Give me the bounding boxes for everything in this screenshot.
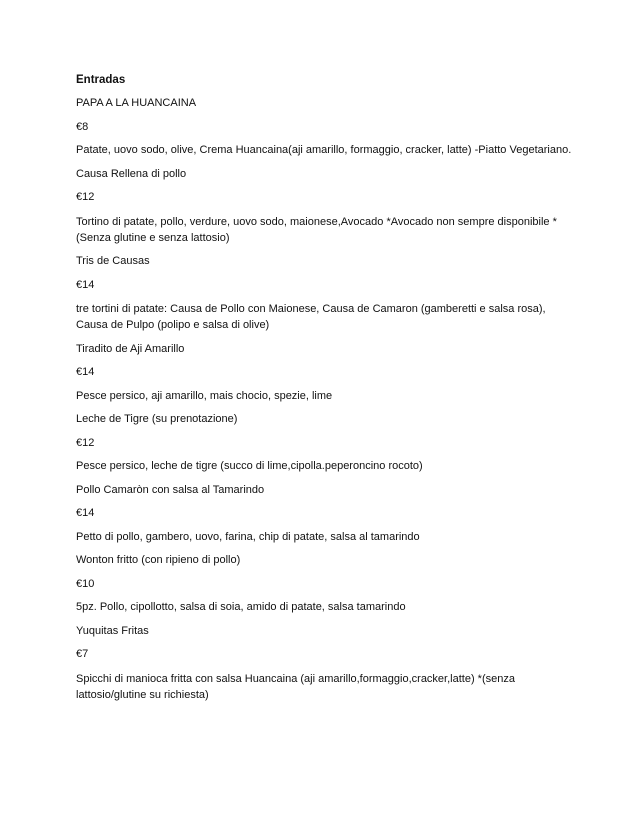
item-name: PAPA A LA HUANCAINA <box>76 97 197 109</box>
item-price: €14 <box>76 278 95 291</box>
menu-item-tiradito <box>76 342 576 404</box>
menu-item-pollo-camaron <box>76 483 576 545</box>
item-price: €7 <box>76 648 89 660</box>
section-title: Entradas <box>76 74 126 86</box>
item-price: €10 <box>76 577 95 590</box>
item-name: Tiradito de Aji Amarillo <box>76 342 185 355</box>
item-description: 5pz. Pollo, cipollotto, salsa di soia, amido di patate, salsa tamarindo <box>76 601 406 613</box>
menu-page <box>76 73 576 711</box>
item-name: Pollo Camaròn con salsa al Tamarindo <box>76 483 265 496</box>
item-name: Leche de Tigre (su prenotazione) <box>76 413 238 425</box>
item-name: Causa Rellena di pollo <box>76 167 187 180</box>
menu-item-wonton-fritto <box>76 553 576 615</box>
item-description: Patate, uovo sodo, olive, Crema Huancaina(aji amarillo, formaggio, cracker, latte) -Piatto Vegetariano. <box>76 144 572 156</box>
item-description: Tortino di patate, pollo, verdure, uovo sodo, maionese,Avocado *Avocado non sempre disponibile *(Senza glutine e senza lattosio) <box>76 215 557 244</box>
item-price: €12 <box>76 436 95 449</box>
item-description: Pesce persico, leche de tigre (succo di lime,cipolla.peperoncino rocoto) <box>76 460 423 472</box>
item-price: €14 <box>76 507 95 519</box>
menu-item-causa-rellena <box>76 167 576 246</box>
menu-item-tris-de-causas <box>76 254 576 333</box>
item-name: Tris de Causas <box>76 255 150 267</box>
item-price: €12 <box>76 191 95 203</box>
item-description: Petto di pollo, gambero, uovo, farina, chip di patate, salsa al tamarindo <box>76 530 420 543</box>
menu-item-papa-a-la-huancaina <box>76 96 576 158</box>
menu-item-yuquitas-fritas <box>76 624 576 703</box>
item-name: Wonton fritto (con ripieno di pollo) <box>76 554 241 566</box>
item-description: tre tortini di patate: Causa de Pollo con Maionese, Causa de Camaron (gamberetti e salsa rosa), Causa de Pulpo (polipo e salsa di olive) <box>76 303 546 331</box>
item-description: Pesce persico, aji amarillo, mais chocio, spezie, lime <box>76 389 333 402</box>
item-price: €8 <box>76 120 89 133</box>
menu-item-leche-de-tigre <box>76 412 576 474</box>
item-price: €14 <box>76 366 95 378</box>
item-description: Spicchi di manioca fritta con salsa Huancaina (aji amarillo,formaggio,cracker,latte) *(senza lattosio/glutine su richiesta) <box>76 672 515 701</box>
item-name: Yuquitas Fritas <box>76 624 149 637</box>
